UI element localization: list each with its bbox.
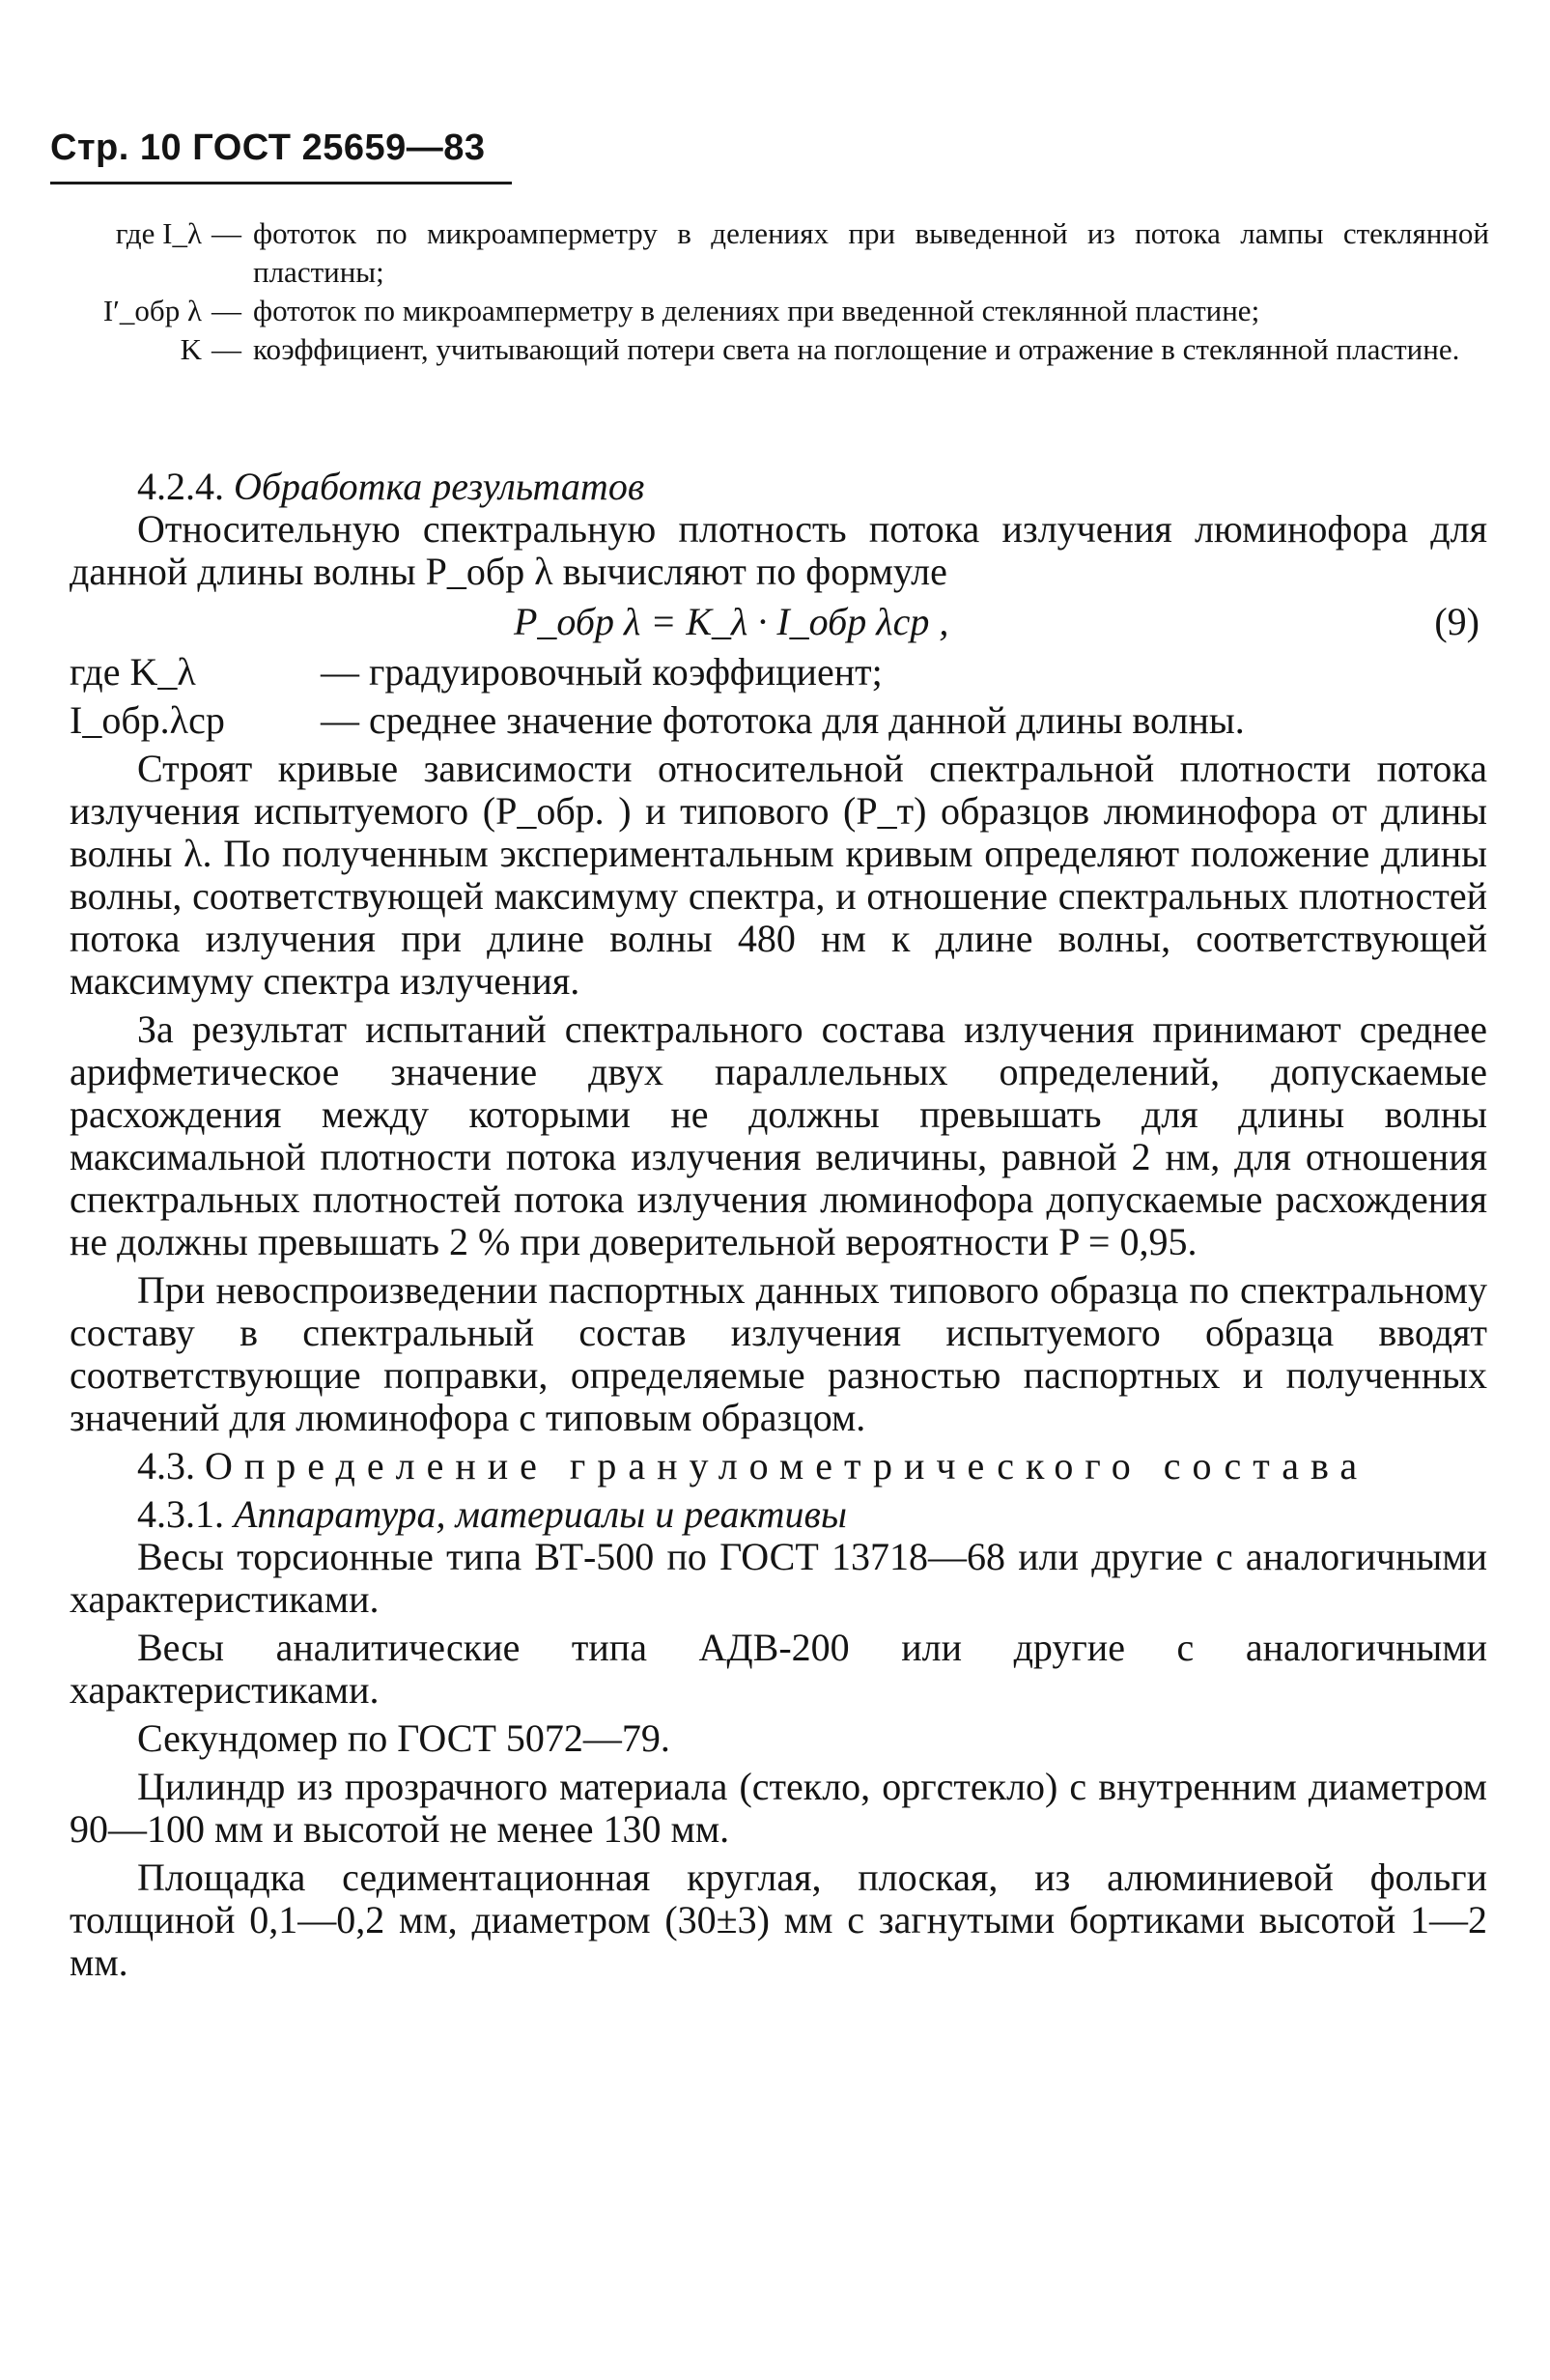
section-heading-4-3 xyxy=(70,1445,1487,1488)
where-text: — среднее значение фототока для данной длины волны. xyxy=(321,698,1245,742)
definition-symbol: K xyxy=(180,332,202,366)
where-definition xyxy=(70,651,1487,699)
equipment-item: Площадка седиментационная круглая, плоская, из алюминиевой фольги толщиной 0,1—0,2 мм, диаметром (30±3) мм с загнутыми бортиками высотой 1—2 мм. xyxy=(70,1856,1487,1984)
definition-item: K — коэффициент, учитывающий потери света на поглощение и отражение в стеклянной пластине. xyxy=(70,330,1489,369)
body-paragraph: Строят кривые зависимости относительной спектральной плотности потока излучения испытуемого (P_обр. ) и типового (P_т) образцов люминофора от длины волны λ. По полученным экспериментальным кривым определяют положение длины волны, соответствующей максимуму спектра, и отношение спектральных плотностей потока излучения при длине волны 480 нм к длине волны, соответствующей максимуму спектра излучения. xyxy=(70,747,1487,1003)
section-4-2-4 xyxy=(70,466,1487,1984)
definition-item: где I_λ — фототок по микроамперметру в делениях при выведенной из потока лампы стеклянной пластины; xyxy=(70,214,1489,292)
definition-text: коэффициент, учитывающий потери света на поглощение и отражение в стеклянной пластине. xyxy=(253,332,1460,366)
section-heading xyxy=(70,466,1487,508)
section-title: Определение гранулометрического состава xyxy=(205,1444,1369,1488)
formula-expression: P_обр λ = K_λ · I_обр λср , xyxy=(514,600,949,643)
where-definition xyxy=(70,699,1487,748)
body-paragraph: При невоспроизведении паспортных данных типового образца по спектральному составу в спектральный состав излучения испытуемого образца вводят соответствующие поправки, определяемые разностью паспортных и полученных значений для люминофора с типовым образцом. xyxy=(70,1268,1487,1439)
definition-text: фототок по микроамперметру в делениях при выведенной из потока лампы стеклянной пластины; xyxy=(253,216,1489,289)
section-title: Аппаратура, материалы и реактивы xyxy=(234,1492,847,1536)
equipment-item: Цилиндр из прозрачного материала (стекло, оргстекло) с внутренним диаметром 90—100 мм и высотой не менее 130 мм. xyxy=(70,1765,1487,1851)
equipment-item: Весы аналитические типа АДВ-200 или другие с аналогичными характеристиками. xyxy=(70,1626,1487,1712)
page-header: Стр. 10 ГОСТ 25659—83 xyxy=(50,128,486,168)
equipment-item: Секундомер по ГОСТ 5072—79. xyxy=(137,1716,670,1760)
definition-symbol: где I_λ xyxy=(115,216,202,250)
header-rule xyxy=(50,182,512,184)
section-heading-4-3-1 xyxy=(70,1493,1487,1536)
where-symbol: I_обр.λср xyxy=(70,698,225,742)
symbol-definitions xyxy=(70,214,1489,369)
section-number: 4.3. xyxy=(137,1444,195,1488)
formula-line xyxy=(70,593,1487,651)
intro-paragraph: Относительную спектральную плотность потока излучения люминофора для данной длины волны P_обр λ вычисляют по формуле xyxy=(70,507,1487,593)
definition-text: фототок по микроамперметру в делениях при введенной стеклянной пластине; xyxy=(253,294,1260,327)
body-paragraph: За результат испытаний спектрального состава излучения принимают среднее арифметическое значение двух параллельных определений, допускаемые расхождения между которыми не должны превышать для длины волны максимальной плотности потока излучения величины, равной 2 нм, для отношения спектральных плотностей потока излучения люминофора допускаемые расхождения не должны превышать 2 % при доверительной вероятности P = 0,95. xyxy=(70,1007,1487,1263)
definition-item: I′_обр λ — фототок по микроамперметру в делениях при введенной стеклянной пластине; xyxy=(70,292,1489,330)
where-symbol: где K_λ xyxy=(70,650,196,694)
section-number: 4.3.1. xyxy=(137,1492,224,1536)
formula-number: (9) xyxy=(1434,600,1480,643)
section-title: Обработка результатов xyxy=(234,465,645,508)
equipment-item: Весы торсионные типа ВТ-500 по ГОСТ 13718—68 или другие с аналогичными характеристиками. xyxy=(70,1535,1487,1621)
where-text: — градуировочный коэффициент; xyxy=(321,650,883,694)
section-number: 4.2.4. xyxy=(137,465,224,508)
definition-symbol: I′_обр λ xyxy=(102,294,202,327)
